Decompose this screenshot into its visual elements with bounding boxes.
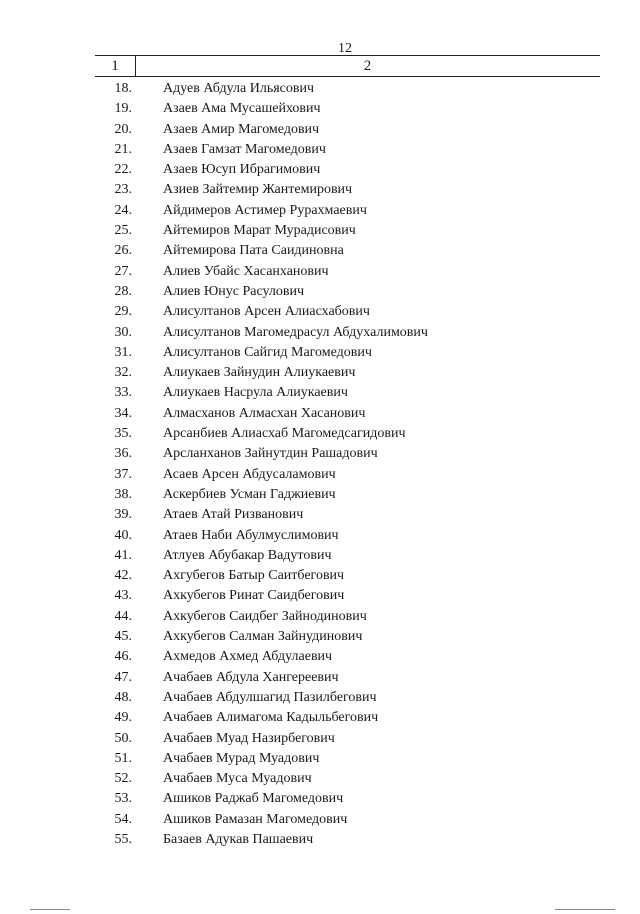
row-name: Алиев Убайс Хасанханович xyxy=(163,263,329,279)
list-item xyxy=(0,485,640,505)
row-name: Ачабаев Муса Муадович xyxy=(163,771,312,787)
list-item xyxy=(0,729,640,749)
row-name: Арсланханов Зайнутдин Рашадович xyxy=(163,446,378,462)
row-name: Атлуев Абубакар Вадутович xyxy=(163,547,332,563)
scan-artifact xyxy=(30,909,70,910)
row-number: 31. xyxy=(114,344,132,360)
scan-artifact xyxy=(555,909,615,910)
name-list xyxy=(0,79,640,850)
row-name: Алиев Юнус Расулович xyxy=(163,283,305,299)
list-item xyxy=(0,668,640,688)
row-name: Алисултанов Магомедрасул Абдухалимович xyxy=(163,324,428,340)
list-item xyxy=(0,566,640,586)
row-name: Алисултанов Арсен Алиасхабович xyxy=(163,304,370,320)
row-name: Базаев Адукав Пашаевич xyxy=(163,831,314,847)
list-item xyxy=(0,627,640,647)
row-name: Ашиков Рамазан Магомедович xyxy=(163,811,348,827)
row-number: 36. xyxy=(114,446,132,462)
list-item xyxy=(0,647,640,667)
list-item xyxy=(0,465,640,485)
row-number: 43. xyxy=(114,588,132,604)
row-name: Ашиков Раджаб Магомедович xyxy=(163,791,344,807)
row-number: 33. xyxy=(114,385,132,401)
row-name: Ахмедов Ахмед Абдулаевич xyxy=(163,649,333,665)
row-name: Айтемиров Марат Мурадисович xyxy=(163,223,356,239)
list-item xyxy=(0,180,640,200)
list-item xyxy=(0,363,640,383)
row-name: Ачабаев Алимагома Кадыльбегович xyxy=(163,710,379,726)
row-name: Алиукаев Насрула Алиукаевич xyxy=(163,385,348,401)
row-number: 34. xyxy=(114,405,132,421)
row-name: Алисултанов Сайгид Магомедович xyxy=(163,344,372,360)
list-item xyxy=(0,830,640,850)
row-number: 20. xyxy=(114,121,132,137)
list-item xyxy=(0,444,640,464)
row-number: 38. xyxy=(114,486,132,502)
row-name: Азиев Зайтемир Жантемирович xyxy=(163,182,353,198)
row-name: Айдимеров Астимер Рурахмаевич xyxy=(163,202,367,218)
list-item xyxy=(0,607,640,627)
row-number: 18. xyxy=(114,81,132,96)
list-item xyxy=(0,424,640,444)
row-number: 42. xyxy=(114,568,132,584)
list-item xyxy=(0,688,640,708)
row-name: Ачабаев Абдулшагид Пазилбегович xyxy=(163,689,377,705)
list-item xyxy=(0,282,640,302)
row-name: Азаев Юсуп Ибрагимович xyxy=(163,162,321,178)
list-item xyxy=(0,404,640,424)
row-number: 30. xyxy=(114,324,132,340)
row-number: 44. xyxy=(114,608,132,624)
row-number: 41. xyxy=(114,547,132,563)
row-number: 27. xyxy=(114,263,132,279)
table-header xyxy=(95,55,600,77)
row-number: 19. xyxy=(114,101,132,117)
row-number: 53. xyxy=(114,791,132,807)
row-number: 54. xyxy=(114,811,132,827)
row-number: 50. xyxy=(114,730,132,746)
row-number: 23. xyxy=(114,182,132,198)
row-name: Асаев Арсен Абдусаламович xyxy=(163,466,336,482)
list-item xyxy=(0,120,640,140)
row-number: 39. xyxy=(114,507,132,523)
row-name: Арсанбиев Алиасхаб Магомедсагидович xyxy=(163,426,406,442)
row-number: 25. xyxy=(114,223,132,239)
page-number: 12 xyxy=(338,41,352,56)
row-number: 52. xyxy=(114,771,132,787)
row-name: Айтемирова Пата Саидиновна xyxy=(163,243,344,259)
row-number: 51. xyxy=(114,750,132,766)
row-number: 49. xyxy=(114,710,132,726)
list-item xyxy=(0,505,640,525)
column-header-name: 2 xyxy=(363,58,372,74)
list-item xyxy=(0,546,640,566)
row-number: 21. xyxy=(114,141,132,157)
row-name: Атаев Наби Абулмуслимович xyxy=(163,527,339,543)
row-number: 46. xyxy=(114,649,132,665)
row-name: Ачабаев Мурад Муадович xyxy=(163,750,320,766)
row-number: 48. xyxy=(114,689,132,705)
list-item xyxy=(0,99,640,119)
list-item xyxy=(0,708,640,728)
list-item xyxy=(0,160,640,180)
row-number: 28. xyxy=(114,283,132,299)
row-name: Ачабаев Муад Назирбегович xyxy=(163,730,335,746)
list-item xyxy=(0,140,640,160)
row-name: Ачабаев Абдула Хангереевич xyxy=(163,669,339,685)
list-item xyxy=(0,221,640,241)
row-name: Ахгубегов Батыр Саитбегович xyxy=(163,568,345,584)
list-item xyxy=(0,79,640,99)
list-item xyxy=(0,769,640,789)
list-item xyxy=(0,302,640,322)
row-number: 29. xyxy=(114,304,132,320)
row-name: Азаев Гамзат Магомедович xyxy=(163,141,326,157)
row-number: 45. xyxy=(114,629,132,645)
list-item xyxy=(0,241,640,261)
row-name: Азаев Амир Магомедович xyxy=(163,121,320,137)
list-item xyxy=(0,383,640,403)
list-item xyxy=(0,262,640,282)
list-item xyxy=(0,749,640,769)
list-item xyxy=(0,789,640,809)
row-number: 32. xyxy=(114,365,132,381)
row-number: 22. xyxy=(114,162,132,178)
row-name: Ахкубегов Саидбег Зайнодинович xyxy=(163,608,367,624)
row-name: Ахкубегов Салман Зайнудинович xyxy=(163,629,363,645)
list-item xyxy=(0,586,640,606)
row-number: 24. xyxy=(114,202,132,218)
row-name: Аскербиев Усман Гаджиевич xyxy=(163,486,336,502)
list-item xyxy=(0,343,640,363)
row-number: 40. xyxy=(114,527,132,543)
row-number: 47. xyxy=(114,669,132,685)
list-item xyxy=(0,810,640,830)
row-number: 37. xyxy=(114,466,132,482)
row-name: Адуев Абдула Ильясович xyxy=(163,81,315,96)
row-number: 35. xyxy=(114,426,132,442)
row-number: 26. xyxy=(114,243,132,259)
column-header-number: 1 xyxy=(111,58,119,74)
row-number: 55. xyxy=(114,831,132,847)
row-name: Алиукаев Зайнудин Алиукаевич xyxy=(163,365,356,381)
list-item xyxy=(0,201,640,221)
list-item xyxy=(0,323,640,343)
list-item xyxy=(0,526,640,546)
row-name: Ахкубегов Ринат Саидбегович xyxy=(163,588,345,604)
row-name: Атаев Атай Ризванович xyxy=(163,507,304,523)
row-name: Алмасханов Алмасхан Хасанович xyxy=(163,405,366,421)
row-name: Азаев Ама Мусашейхович xyxy=(163,101,321,117)
